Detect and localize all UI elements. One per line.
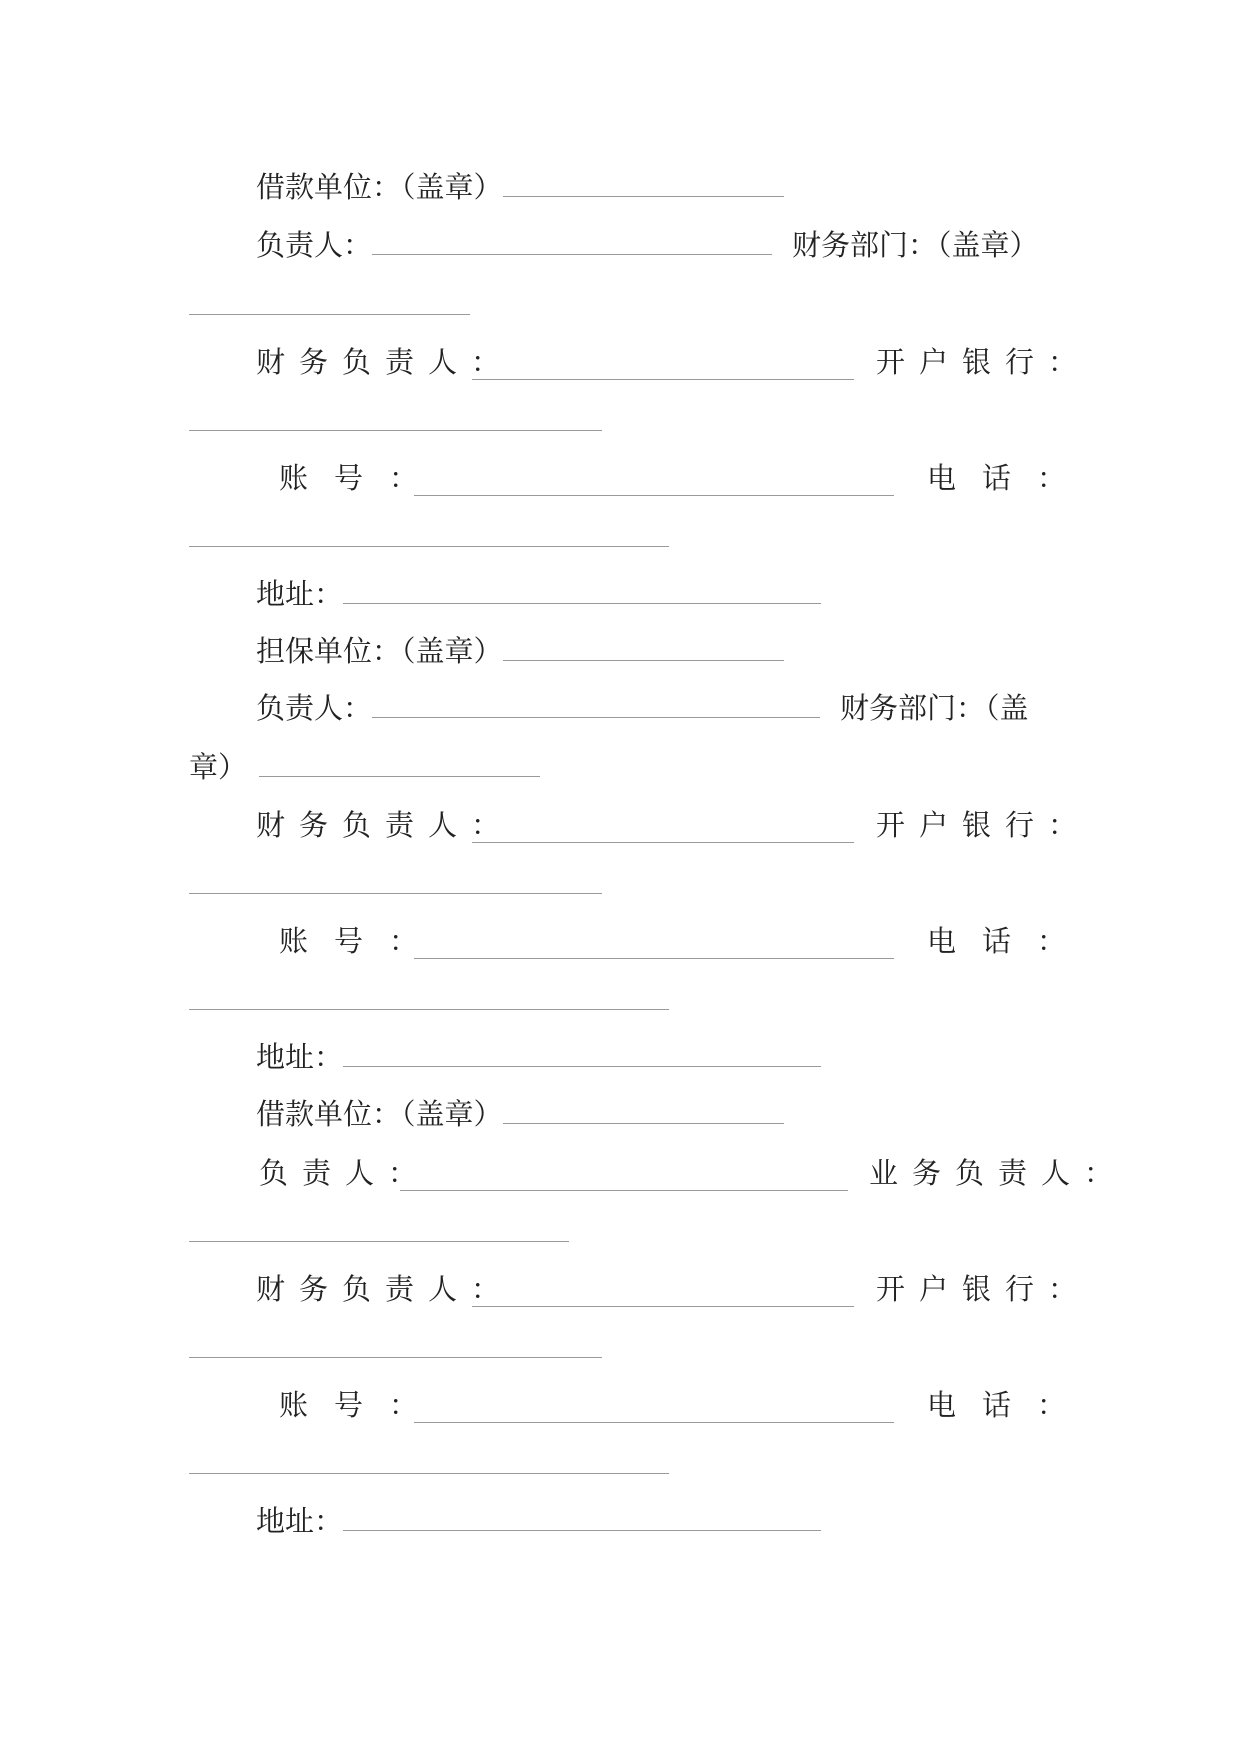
lender-address-line xyxy=(256,1501,821,1541)
lender-finance-label: 财务负责人： xyxy=(256,1272,515,1306)
lender-unit-line xyxy=(256,1094,784,1134)
borrower-dept-label: 财务部门：（盖章） xyxy=(792,228,1039,262)
lender-phone-label: 电话： xyxy=(927,1388,1093,1422)
guarantor-account-label: 账号： xyxy=(279,924,445,958)
guarantor-dept-line xyxy=(189,747,540,787)
borrower-bank-label: 开户银行： xyxy=(876,345,1092,379)
lender-account-label: 账号： xyxy=(279,1388,445,1422)
guarantor-person-label: 负责人： xyxy=(256,691,373,725)
lender-business-field[interactable] xyxy=(189,1241,569,1242)
lender-unit-label: 借款单位：（盖章） xyxy=(256,1097,503,1131)
guarantor-person-field[interactable] xyxy=(372,693,820,718)
borrower-address-field[interactable] xyxy=(343,579,821,604)
lender-unit-field[interactable] xyxy=(503,1099,784,1124)
guarantor-unit-field[interactable] xyxy=(503,636,784,661)
guarantor-phone-label: 电话： xyxy=(927,924,1093,958)
borrower-unit-field[interactable] xyxy=(503,172,784,197)
lender-business-label: 业务负责人： xyxy=(869,1156,1128,1190)
guarantor-unit-label: 担保单位：（盖章） xyxy=(256,634,503,668)
lender-account-field[interactable] xyxy=(414,1398,894,1423)
borrower-phone-label: 电话： xyxy=(927,461,1093,495)
lender-person-field[interactable] xyxy=(400,1166,848,1191)
lender-finance-field[interactable] xyxy=(472,1282,854,1307)
guarantor-dept-field[interactable] xyxy=(259,752,540,777)
borrower-account-label: 账号： xyxy=(279,461,445,495)
borrower-account-field[interactable] xyxy=(414,471,894,496)
borrower-unit-label: 借款单位：（盖章） xyxy=(256,170,503,204)
guarantor-bank-label: 开户银行： xyxy=(876,808,1092,842)
borrower-address-line xyxy=(256,574,821,614)
guarantor-account-field[interactable] xyxy=(414,934,894,959)
borrower-finance-label: 财务负责人： xyxy=(256,345,515,379)
borrower-bank-field[interactable] xyxy=(189,430,602,431)
guarantor-finance-field[interactable] xyxy=(472,818,854,843)
guarantor-person-line xyxy=(256,688,1029,728)
lender-address-label: 地址： xyxy=(256,1504,344,1538)
guarantor-address-field[interactable] xyxy=(343,1042,821,1067)
borrower-dept-field[interactable] xyxy=(189,314,470,315)
guarantor-dept-label-a: 财务部门：（盖 xyxy=(840,691,1029,725)
borrower-person-field[interactable] xyxy=(372,230,772,255)
guarantor-finance-label: 财务负责人： xyxy=(256,808,515,842)
lender-person-label: 负责人： xyxy=(259,1156,432,1190)
guarantor-dept-label-b: 章） xyxy=(189,750,248,784)
guarantor-address-label: 地址： xyxy=(256,1040,344,1074)
guarantor-phone-field[interactable] xyxy=(189,1009,669,1010)
borrower-person-line xyxy=(256,225,1039,265)
borrower-finance-field[interactable] xyxy=(472,355,854,380)
lender-phone-field[interactable] xyxy=(189,1473,669,1474)
borrower-unit-line xyxy=(256,167,784,207)
lender-bank-field[interactable] xyxy=(189,1357,602,1358)
borrower-phone-field[interactable] xyxy=(189,546,669,547)
guarantor-address-line xyxy=(256,1037,821,1077)
guarantor-unit-line xyxy=(256,631,784,671)
guarantor-bank-field[interactable] xyxy=(189,893,602,894)
borrower-person-label: 负责人： xyxy=(256,228,373,262)
borrower-address-label: 地址： xyxy=(256,577,344,611)
lender-address-field[interactable] xyxy=(343,1506,821,1531)
lender-bank-label: 开户银行： xyxy=(876,1272,1092,1306)
